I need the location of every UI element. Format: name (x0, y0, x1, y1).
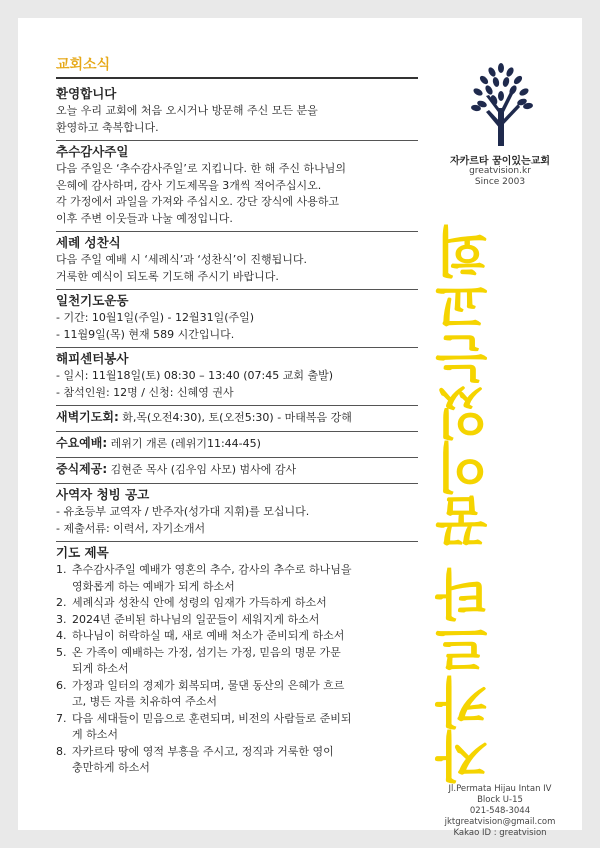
contact-info (418, 784, 582, 839)
lunch-block (56, 458, 418, 484)
welcome-line: 환영하고 축복합니다. (56, 120, 159, 134)
prayer-topics-title: 기도 제목 (56, 545, 109, 560)
welcome-line: 오늘 우리 교회에 처음 오시거나 방문해 주신 모든 분을 (56, 104, 318, 117)
bulletin-page (18, 18, 582, 838)
welcome-block (56, 83, 418, 141)
welcome-title: 환영합니다 (56, 86, 117, 101)
lunch-label: 중식제공: (56, 462, 108, 476)
kakao-id: Kakao ID : greatvision (453, 828, 547, 838)
prayer-topics-list (56, 562, 418, 777)
sacrament-line: 거룩한 예식이 되도록 기도해 주시기 바랍니다. (56, 269, 279, 283)
list-item: 1. 추수감사주일 예배가 영혼의 추수, 감사의 추수로 하나님을 영화롭게 하는 예배가 되게 하소서 (70, 562, 418, 595)
dawn-prayer-block (56, 406, 418, 432)
prayer-campaign-line: - 11월9일(목) 현재 589 시간입니다. (56, 327, 235, 341)
prayer-campaign-block (56, 290, 418, 348)
church-name: 자카르타 꿈이있는교회 (449, 156, 551, 167)
list-item: 5. 온 가족이 예배하는 가정, 섬기는 가정, 믿음의 명문 가문 되게 하소서 (70, 645, 418, 678)
prayer-campaign-line: - 기간: 10월1일(주일) - 12월31일(주일) (56, 311, 255, 324)
dawn-prayer-label: 새벽기도회: (56, 410, 119, 424)
church-website: greatvision.kr Since 2003 (469, 166, 531, 187)
happy-center-line: - 참석인원: 12명 / 신청: 신혜영 권사 (56, 385, 234, 399)
tree-logo-icon (456, 60, 546, 150)
sacrament-title: 세례 성찬식 (56, 235, 121, 250)
list-item: 3. 2024년 준비된 하나님의 일꾼들이 세워지게 하소서 (70, 612, 418, 629)
wednesday-text: 레위기 개론 (레위기11:44-45) (110, 437, 261, 450)
phone: 021-548-3044 (469, 806, 531, 816)
list-item: 4. 하나님이 허락하실 때, 새로 예배 처소가 준비되게 하소서 (70, 628, 418, 645)
happy-center-block (56, 348, 418, 406)
thanksgiving-line: 각 가정에서 과일을 가져와 주십시오. 강단 장식에 사용하고 (56, 195, 339, 208)
recruit-line: - 유초등부 교역자 / 반주자(성가대 지휘)를 모십니다. (56, 505, 310, 518)
address-line: Block U-15 (477, 795, 523, 805)
section-title: 교회소식 (56, 54, 418, 79)
dawn-prayer-text: 화,목(오전4:30), 토(오전5:30) - 마태복음 강해 (122, 411, 352, 424)
recruit-block (56, 484, 418, 542)
address-line: Jl.Permata Hijau Intan IV (448, 784, 552, 794)
thanksgiving-block (56, 141, 418, 232)
news-column (56, 54, 418, 777)
list-item: 8. 자카르타 땅에 영적 부흥을 주시고, 정직과 거룩한 영이 충만하게 하소서 (70, 744, 418, 777)
happy-center-title: 해피센터봉사 (56, 351, 129, 366)
sacrament-block (56, 232, 418, 290)
email: jktgreatvision@gmail.com (444, 817, 556, 827)
recruit-title: 사역자 청빙 공고 (56, 487, 150, 502)
prayer-topics-block (56, 542, 418, 777)
thanksgiving-title: 추수감사주일 (56, 144, 129, 159)
thanksgiving-line: 다음 주일은 ‘추수감사주일’로 지킵니다. 한 해 주신 하나님의 (56, 162, 346, 175)
wednesday-label: 수요예배: (56, 436, 108, 450)
wednesday-block (56, 432, 418, 458)
list-item: 2. 세례식과 성찬식 안에 성령의 임재가 가득하게 하소서 (70, 595, 418, 612)
big-church-title: 자카르타 꿈이있는교회 (434, 225, 497, 784)
list-item: 6. 가정과 일터의 경제가 회복되며, 물댄 동산의 은혜가 흐르 고, 병든 자를 치유하여 주소서 (70, 678, 418, 711)
thanksgiving-line: 은혜에 감사하며, 감사 기도제목을 3개씩 적어주십시오. (56, 178, 322, 192)
sacrament-line: 다음 주일 예배 시 ‘세례식’과 ‘성찬식’이 진행됩니다. (56, 253, 307, 266)
list-item: 7. 다음 세대들이 믿음으로 훈련되며, 비전의 사람들로 준비되 게 하소서 (70, 711, 418, 744)
recruit-line: - 제출서류: 이력서, 자기소개서 (56, 521, 206, 535)
happy-center-line: - 일시: 11월18일(토) 08:30 – 13:40 (07:45 교회 출발) (56, 369, 334, 382)
prayer-campaign-title: 일천기도운동 (56, 293, 129, 308)
thanksgiving-line: 이후 주변 이웃들과 나눌 예정입니다. (56, 211, 233, 225)
lunch-text: 김현준 목사 (김우임 사모) 범사에 감사 (110, 463, 297, 476)
